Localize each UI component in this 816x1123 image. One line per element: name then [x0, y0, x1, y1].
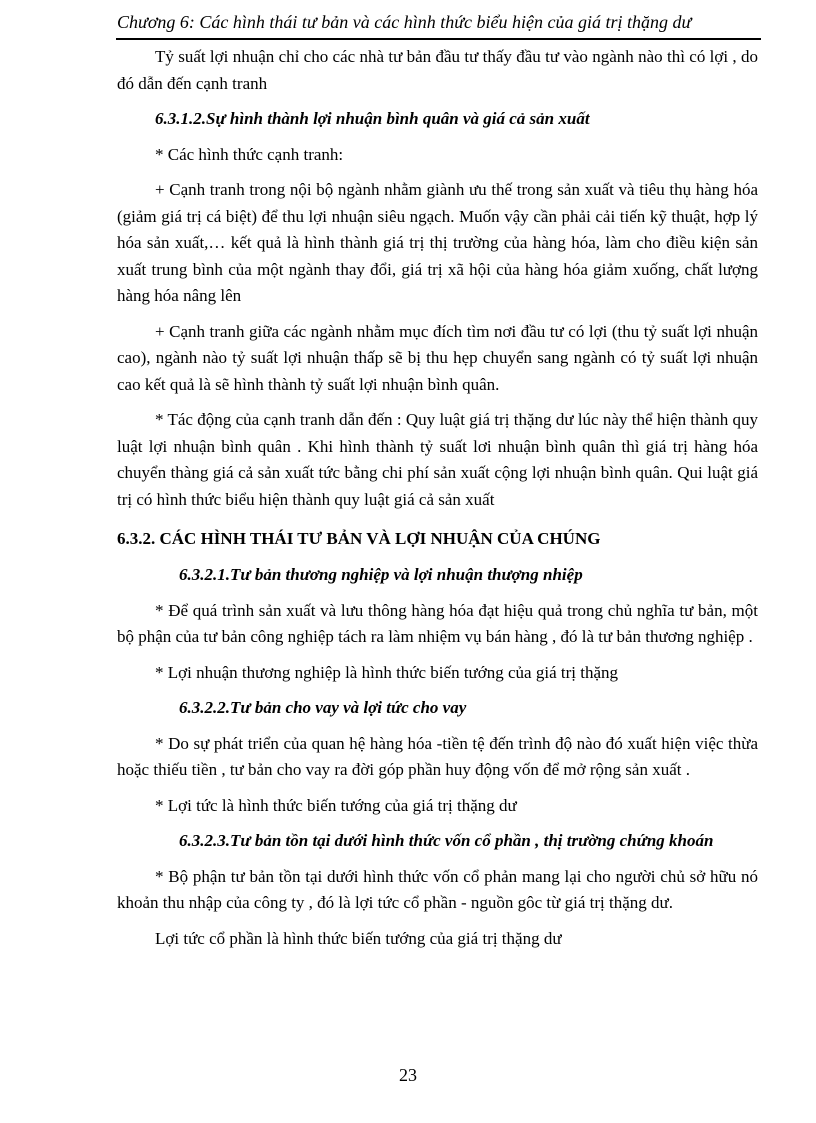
page-number: 23 — [399, 1065, 417, 1085]
paragraph-competition-effect: * Tác động của cạnh tranh dẫn đến : Quy luật giá trị thặng dư lúc này thể hiện thành quy luật lợi nhuận bình quân . Khi hình thành tỷ suất lơi nhuận bình quân thì giá trị hàng hóa chuyển thàng giá cả sản xuất tức bằng chi phí sản xuất cộng lợi nhuận bình quân. Qui luật giá trị có hình thức biểu hiện thành quy luật giá cả sản xuất — [117, 410, 758, 509]
paragraph-commercial-capital: * Để quá trình sản xuất và lưu thông hàng hóa đạt hiệu quả trong chủ nghĩa tư bản, một bộ phận của tư bản công nghiệp tách ra làm nhiệm vụ bán hàng , đó là tư bản thương nghiệp . — [117, 600, 758, 646]
subsection-heading-6-3-1-2: 6.3.1.2.Sự hình thành lợi nhuận bình quân và giá cả sản xuất — [155, 109, 590, 128]
paragraph-interest: * Lợi tức là hình thức biến tướng của giá trị thặng dư — [155, 795, 517, 815]
subsection-heading-6-3-2-3: 6.3.2.3.Tư bản tồn tại dưới hình thức vốn cổ phần , thị trường chứng khoán — [179, 831, 714, 850]
page-content — [117, 44, 758, 952]
paragraph-inter-industry: + Cạnh tranh giữa các ngành nhằm mục đích tìm nơi đầu tư có lợi (thu tỷ suất lợi nhuận cao), ngành nào tỷ suất lợi nhuận thấp sẽ bị thu hẹp chuyển sang ngành có tỷ suất lợi nhuận cao kết quả là sẽ hình thành tỷ suất lợi nhuận bình quân. — [117, 321, 758, 394]
paragraph-competition-forms: * Các hình thức cạnh tranh: — [155, 144, 344, 164]
subsection-heading-6-3-2-1: 6.3.2.1.Tư bản thương nghiệp và lợi nhuận thượng nhiệp — [179, 565, 583, 584]
paragraph-commercial-profit: * Lợi nhuận thương nghiệp là hình thức biến tướng của giá trị thặng — [155, 662, 618, 682]
paragraph-intra-industry: + Cạnh tranh trong nội bộ ngành nhằm giành ưu thế trong sản xuất và tiêu thụ hàng hóa (giảm giá trị cá biệt) để thu lợi nhuận siêu ngạch. Muốn vậy cần phải cải tiến kỹ thuật, hợp lý hóa sản xuất,… kết quả là hình thành giá trị thị trường của hàng hóa, làm cho điều kiện sản xuất trung bình của một ngành thay đổi, giá trị xã hội của hàng hóa giảm xuống, chất lượng hàng hóa nâng lên — [117, 180, 758, 305]
paragraph-share-capital: * Bộ phận tư bản tồn tại dưới hình thức vốn cổ phản mang lại cho người chủ sở hữu nó khoản thu nhập của công ty , đó là lợi tức cổ phần - nguồn gôc từ giá trị thặng dư. — [117, 866, 758, 912]
running-header: Chương 6: Các hình thái tư bản và các hình thức biểu hiện của giá trị thặng dư — [117, 12, 692, 32]
paragraph-dividend: Lợi tức cổ phần là hình thức biến tướng của giá trị thặng dư — [155, 928, 562, 948]
paragraph-loan-capital: * Do sự phát triển của quan hệ hàng hóa -tiền tệ đến trình độ nào đó xuất hiện việc thừa hoặc thiếu tiền , tư bản cho vay ra đời góp phần huy động vốn để mở rộng sản xuất . — [117, 733, 758, 779]
header-rule — [116, 38, 761, 40]
subsection-heading-6-3-2-2: 6.3.2.2.Tư bản cho vay và lợi tức cho vay — [179, 698, 467, 717]
section-heading-6-3-2: 6.3.2. CÁC HÌNH THÁI TƯ BẢN VÀ LỢI NHUẬN CỦA CHÚNG — [117, 529, 601, 548]
paragraph-intro: Tỷ suất lợi nhuận chỉ cho các nhà tư bản đầu tư thấy đầu tư vào ngành nào thì có lợi , do đó dẫn đến cạnh tranh — [117, 47, 758, 93]
